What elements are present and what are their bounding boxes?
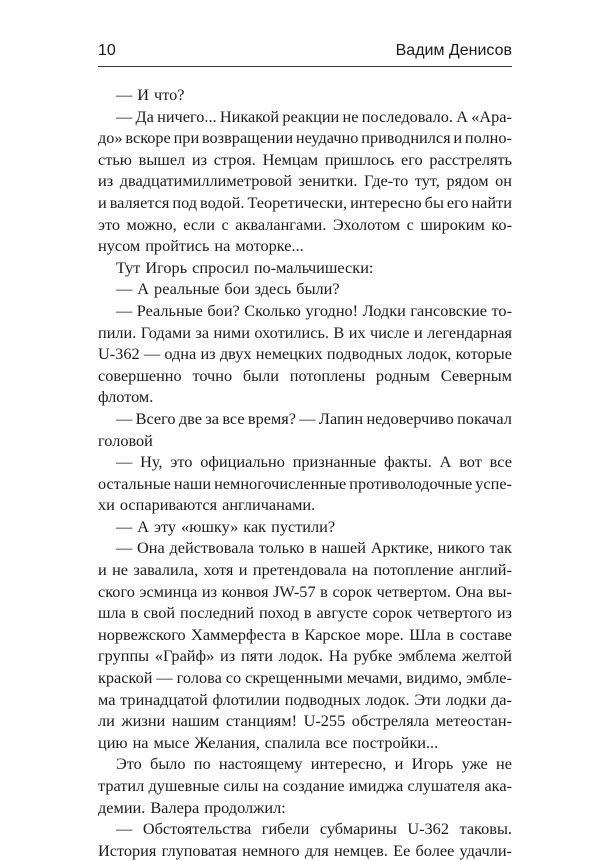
text-line: — И что?	[116, 85, 185, 104]
text-line: Это было по настоящему интересно, и Игорь уже не	[116, 754, 512, 774]
text-line: и валяется под водой. Теоретически, интересно бы его найти	[98, 192, 512, 212]
text-line: ского эсминца из конвоя JW-57 в сорок четвертом. Она вы-	[98, 581, 512, 601]
text-line: хи оспариваются англичанами.	[98, 495, 316, 515]
text-line: остальные наши немногочисленные противолодочные успе-	[98, 473, 512, 493]
author-name: Вадим Денисов	[395, 42, 512, 59]
text-line: краской — голова со скрещенными мечами, видимо, эмбле-	[98, 668, 512, 688]
text-line: — Всего две за все время? — Лапин недоверчиво покачал	[116, 408, 512, 428]
text-line: История глуповатая немного для немцев. Ее более удачли-	[98, 840, 512, 860]
text-line: — Да ничего... Никакой реакции не последовало. А «Ара-	[116, 106, 512, 126]
text-line: Тут Игорь спросил по-мальчишески:	[116, 257, 374, 277]
text-line: — А эту «юшку» как пустили?	[116, 516, 336, 536]
text-line: группы «Грайф» из пяти лодок. На рубке эмблема желтой	[98, 646, 512, 666]
page-number: 10	[98, 42, 116, 59]
text-line: совершенно точно были потоплены родным Северным	[98, 365, 512, 385]
text-line: до» вскоре при возвращении неудачно приводнился и полно-	[98, 128, 512, 148]
text-line: шла в свой последний поход в августе сорок четвертого из	[98, 603, 512, 623]
running-header	[98, 42, 512, 60]
header-rule	[98, 66, 512, 67]
text-line: нусом пройтись на моторке...	[98, 236, 304, 256]
text-line: — А реальные бои здесь были?	[116, 279, 340, 299]
text-line: тратил душевные силы на создание имиджа слушателя ака-	[98, 776, 512, 795]
text-line: ли жизни нашим станциям! U-255 обстреляла метеостан-	[98, 711, 512, 731]
text-line: это можно, если с аквалангами. Эхолотом с широким ко-	[98, 214, 512, 234]
text-line: и не завалила, хотя и претендовала на потопление англий-	[98, 560, 512, 580]
text-line: — Она действовала только в нашей Арктике, никого так	[116, 538, 512, 558]
text-line: флотом.	[98, 387, 154, 407]
text-line: стью вышел из строя. Немцам пришлось его расстрелять	[98, 149, 512, 169]
text-line: — Ну, это официально признанные факты. А вот все	[116, 452, 512, 472]
text-line: — Обстоятельства гибели субмарины U-362 таковы.	[116, 819, 512, 839]
text-line: U-362 — одна из двух немецких подводных лодок, которые	[98, 344, 512, 364]
text-line: головой	[98, 430, 153, 450]
body-text	[98, 84, 512, 861]
text-line: ма тринадцатой флотилии подводных лодок. Эти лодки да-	[98, 689, 512, 709]
text-line: демии. Валера продолжил:	[98, 797, 286, 817]
text-line: из двадцатимиллиметровой зенитки. Где-то тут, рядом он	[98, 171, 512, 191]
text-line: — Реальные бои? Сколько угодно! Лодки гансовские то-	[116, 300, 512, 320]
text-line: цию на мысе Желания, спалила все постройки...	[98, 732, 439, 752]
text-line: пили. Годами за ними охотились. В их числе и легендарная	[98, 322, 512, 342]
text-line: норвежского Хаммерфеста в Карское море. Шла в составе	[98, 624, 512, 644]
